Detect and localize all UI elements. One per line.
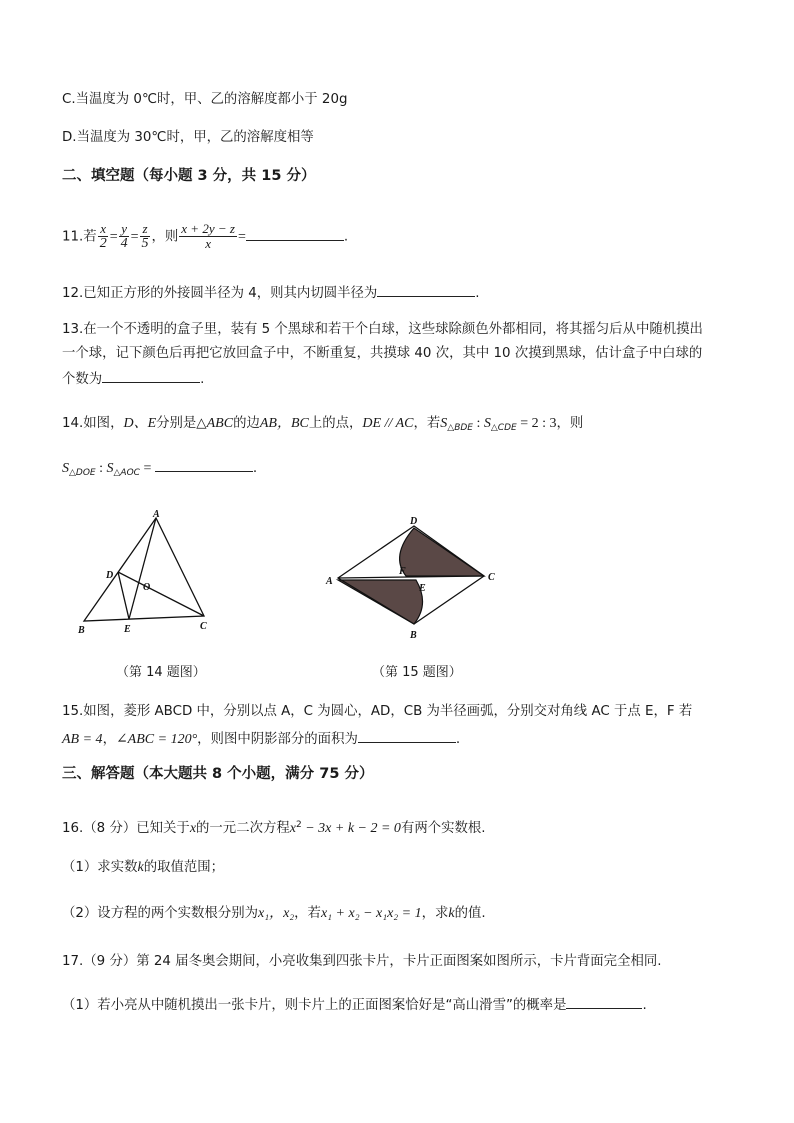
shaded-region-lower xyxy=(338,580,423,624)
question-16-part-1: （1）求实数k的取值范围； xyxy=(62,860,225,875)
option-d: D.当温度为 30℃时，甲，乙的溶解度相等 xyxy=(62,130,314,145)
figure-15-caption: （第 15 题图） xyxy=(372,665,462,680)
label-d: D xyxy=(410,516,418,527)
answer-blank-11[interactable] xyxy=(246,226,344,241)
label-o: O xyxy=(143,582,151,593)
question-13-line-1: 13.在一个不透明的盒子里，装有 5 个黑球和若干个白球，这些球除颜色外都相同，将其摇匀后从中随机摸出 xyxy=(62,322,703,337)
answer-blank-15[interactable] xyxy=(358,728,456,743)
option-c: C.当温度为 0℃时，甲、乙的溶解度都小于 20g xyxy=(62,92,348,107)
fraction-x-2: $\frac{x}{2}$ xyxy=(99,221,107,251)
question-16: 16.（8 分）已知关于x的一元二次方程$x^2 - 3x + k - 2 = 0$有两个实数根. xyxy=(62,820,486,836)
label-d: D xyxy=(106,570,114,581)
segment-ae xyxy=(129,518,156,619)
question-13-line-3: 个数为 . xyxy=(62,368,204,390)
question-17-part-1: （1）若小亮从中随机摸出一张卡片，则卡片上的正面图案恰好是“高山滑雪”的概率是 . xyxy=(62,994,647,1016)
section-3-heading: 三、解答题（本大题共 8 个小题，满分 75 分） xyxy=(62,766,374,782)
label-f: F xyxy=(399,566,406,577)
answer-blank-14[interactable] xyxy=(155,457,253,472)
answer-blank-17[interactable] xyxy=(566,994,642,1009)
question-11: 11.若 $\frac{x}{2}$ = $\frac{y}{4}$ = $\frac{z}{5}$ ，则 $\frac{x + 2y - z}{x}$ = . xyxy=(62,221,349,251)
section-2-heading: 二、填空题（每小题 3 分，共 15 分） xyxy=(62,168,316,184)
label-b: B xyxy=(78,625,85,636)
question-13-line-2: 一个球，记下颜色后再把它放回盒子中，不断重复，共摸球 40 次，其中 10 次摸到黑球，估计盒子中白球的 xyxy=(62,346,703,361)
question-14-line-1: 14.如图，D、E分别是△ABC的边AB，BC上的点，DE // AC，若$S_{\triangle BDE}$ : $S_{\triangle CDE} = 2$ : 3，则 xyxy=(62,416,584,433)
question-15-line-1: 15.如图，菱形 ABCD 中，分别以点 A，C 为圆心，AD，CB 为半径画弧，分别交对角线 AC 于点 E，F 若 xyxy=(62,704,693,719)
fraction-expression: $\frac{x + 2y - z}{x}$ xyxy=(181,221,235,251)
triangle-abc xyxy=(84,518,204,621)
shaded-region-upper xyxy=(400,528,484,576)
label-e: E xyxy=(124,624,131,635)
figure-15 xyxy=(318,512,508,640)
answer-blank-13[interactable] xyxy=(102,368,200,383)
label-a: A xyxy=(153,509,160,520)
question-16-part-2: （2）设方程的两个实数根分别为x₁，x₂，若x₁ + x₂ − x₁x₂ = 1，求k的值. xyxy=(62,906,486,921)
fraction-y-4: $\frac{y}{4}$ xyxy=(120,221,128,251)
segment-de xyxy=(118,572,129,619)
question-14-line-2: $S_{\triangle DOE}$ : $S_{\triangle AOC}$ = . xyxy=(62,457,257,483)
fraction-z-5: $\frac{z}{5}$ xyxy=(141,221,149,251)
question-12: 12.已知正方形的外接圆半径为 4，则其内切圆半径为 . xyxy=(62,282,480,304)
label-a: A xyxy=(326,576,333,587)
question-15-line-2: AB = 4，∠ABC = 120°，则图中阴影部分的面积为 . xyxy=(62,728,460,750)
label-e: E xyxy=(419,583,426,594)
question-17: 17.（9 分）第 24 届冬奥会期间，小亮收集到四张卡片，卡片正面图案如图所示，卡片背面完全相同. xyxy=(62,954,662,969)
label-c: C xyxy=(488,572,495,583)
label-b: B xyxy=(410,630,417,640)
figure-14-caption: （第 14 题图） xyxy=(116,665,206,680)
answer-blank-12[interactable] xyxy=(377,282,475,297)
label-c: C xyxy=(200,621,207,632)
figure-14 xyxy=(72,508,222,640)
